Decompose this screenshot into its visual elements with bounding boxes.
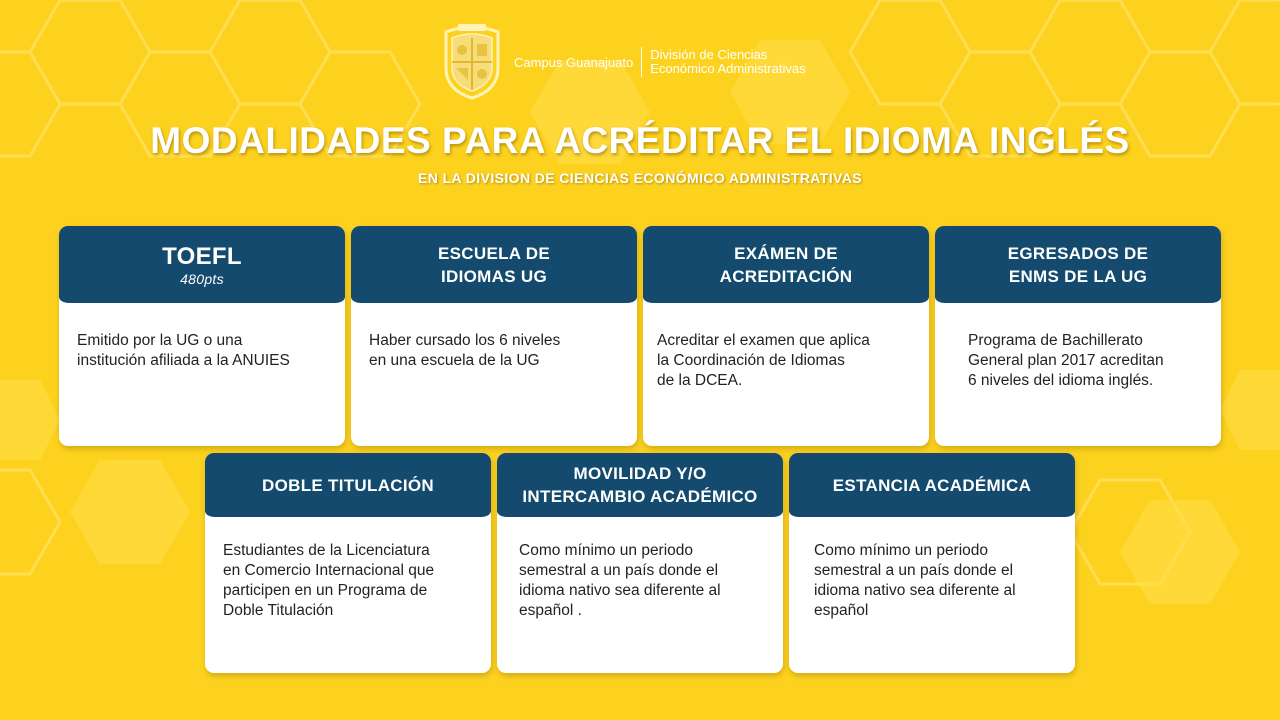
- card-estancia-academica: [789, 453, 1075, 673]
- card-title: ESTANCIA ACADÉMICA: [832, 475, 1032, 495]
- card-description: Acreditar el examen que aplica la Coordinación de Idiomas de la DCEA.: [657, 332, 870, 389]
- card-header: [59, 226, 345, 303]
- card-toefl: [59, 226, 345, 446]
- card-description: Haber cursado los 6 niveles en una escuela de la UG: [369, 332, 561, 369]
- card-description: Como mínimo un periodo semestral a un país donde el idioma nativo sea diferente al español: [814, 542, 1016, 619]
- card-escuela-idiomas: [351, 226, 637, 446]
- card-title: TOEFL: [162, 242, 242, 270]
- card-header: [497, 453, 783, 517]
- card-description: Estudiantes de la Licenciatura en Comercio Internacional que participen en un Programa de Doble Titulación: [223, 542, 435, 619]
- division-line-2: Económico Administrativas: [650, 61, 806, 76]
- card-score: 480pts: [180, 270, 224, 287]
- university-crest-logo: [440, 24, 504, 100]
- division-line-1: División de Ciencias: [650, 47, 768, 62]
- card-header: [789, 453, 1075, 517]
- card-egresados-enms: [935, 226, 1221, 446]
- page-subtitle: EN LA DIVISION DE CIENCIAS ECONÓMICO ADMINISTRATIVAS: [418, 170, 862, 186]
- card-description: Programa de Bachillerato General plan 2017 acreditan 6 niveles del idioma inglés.: [968, 332, 1164, 389]
- division-name: [650, 48, 805, 76]
- card-title: DOBLE TITULACIÓN: [262, 475, 434, 495]
- card-movilidad-intercambio: [497, 453, 783, 673]
- card-header: [351, 226, 637, 303]
- campus-name: Campus Guanajuato: [514, 54, 634, 70]
- card-examen-acreditacion: [643, 226, 929, 446]
- page-title: MODALIDADES PARA ACRÉDITAR EL IDIOMA INGLÉS: [150, 120, 1130, 161]
- card-title: MOVILIDAD Y/O INTERCAMBIO ACADÉMICO: [522, 464, 758, 506]
- institution-header: [440, 22, 806, 102]
- header-divider: [641, 47, 642, 77]
- card-doble-titulacion: [205, 453, 491, 673]
- card-title: ESCUELA DE IDIOMAS UG: [438, 243, 550, 286]
- card-header: [205, 453, 491, 517]
- card-title: EXÁMEN DE ACREDITACIÓN: [719, 243, 853, 286]
- card-title: EGRESADOS DE ENMS DE LA UG: [1007, 243, 1149, 286]
- card-header: [643, 226, 929, 303]
- card-description: Emitido por la UG o una institución afiliada a la ANUIES: [77, 332, 290, 369]
- card-header: [935, 226, 1221, 303]
- card-description: Como mínimo un periodo semestral a un país donde el idioma nativo sea diferente al español .: [519, 542, 721, 619]
